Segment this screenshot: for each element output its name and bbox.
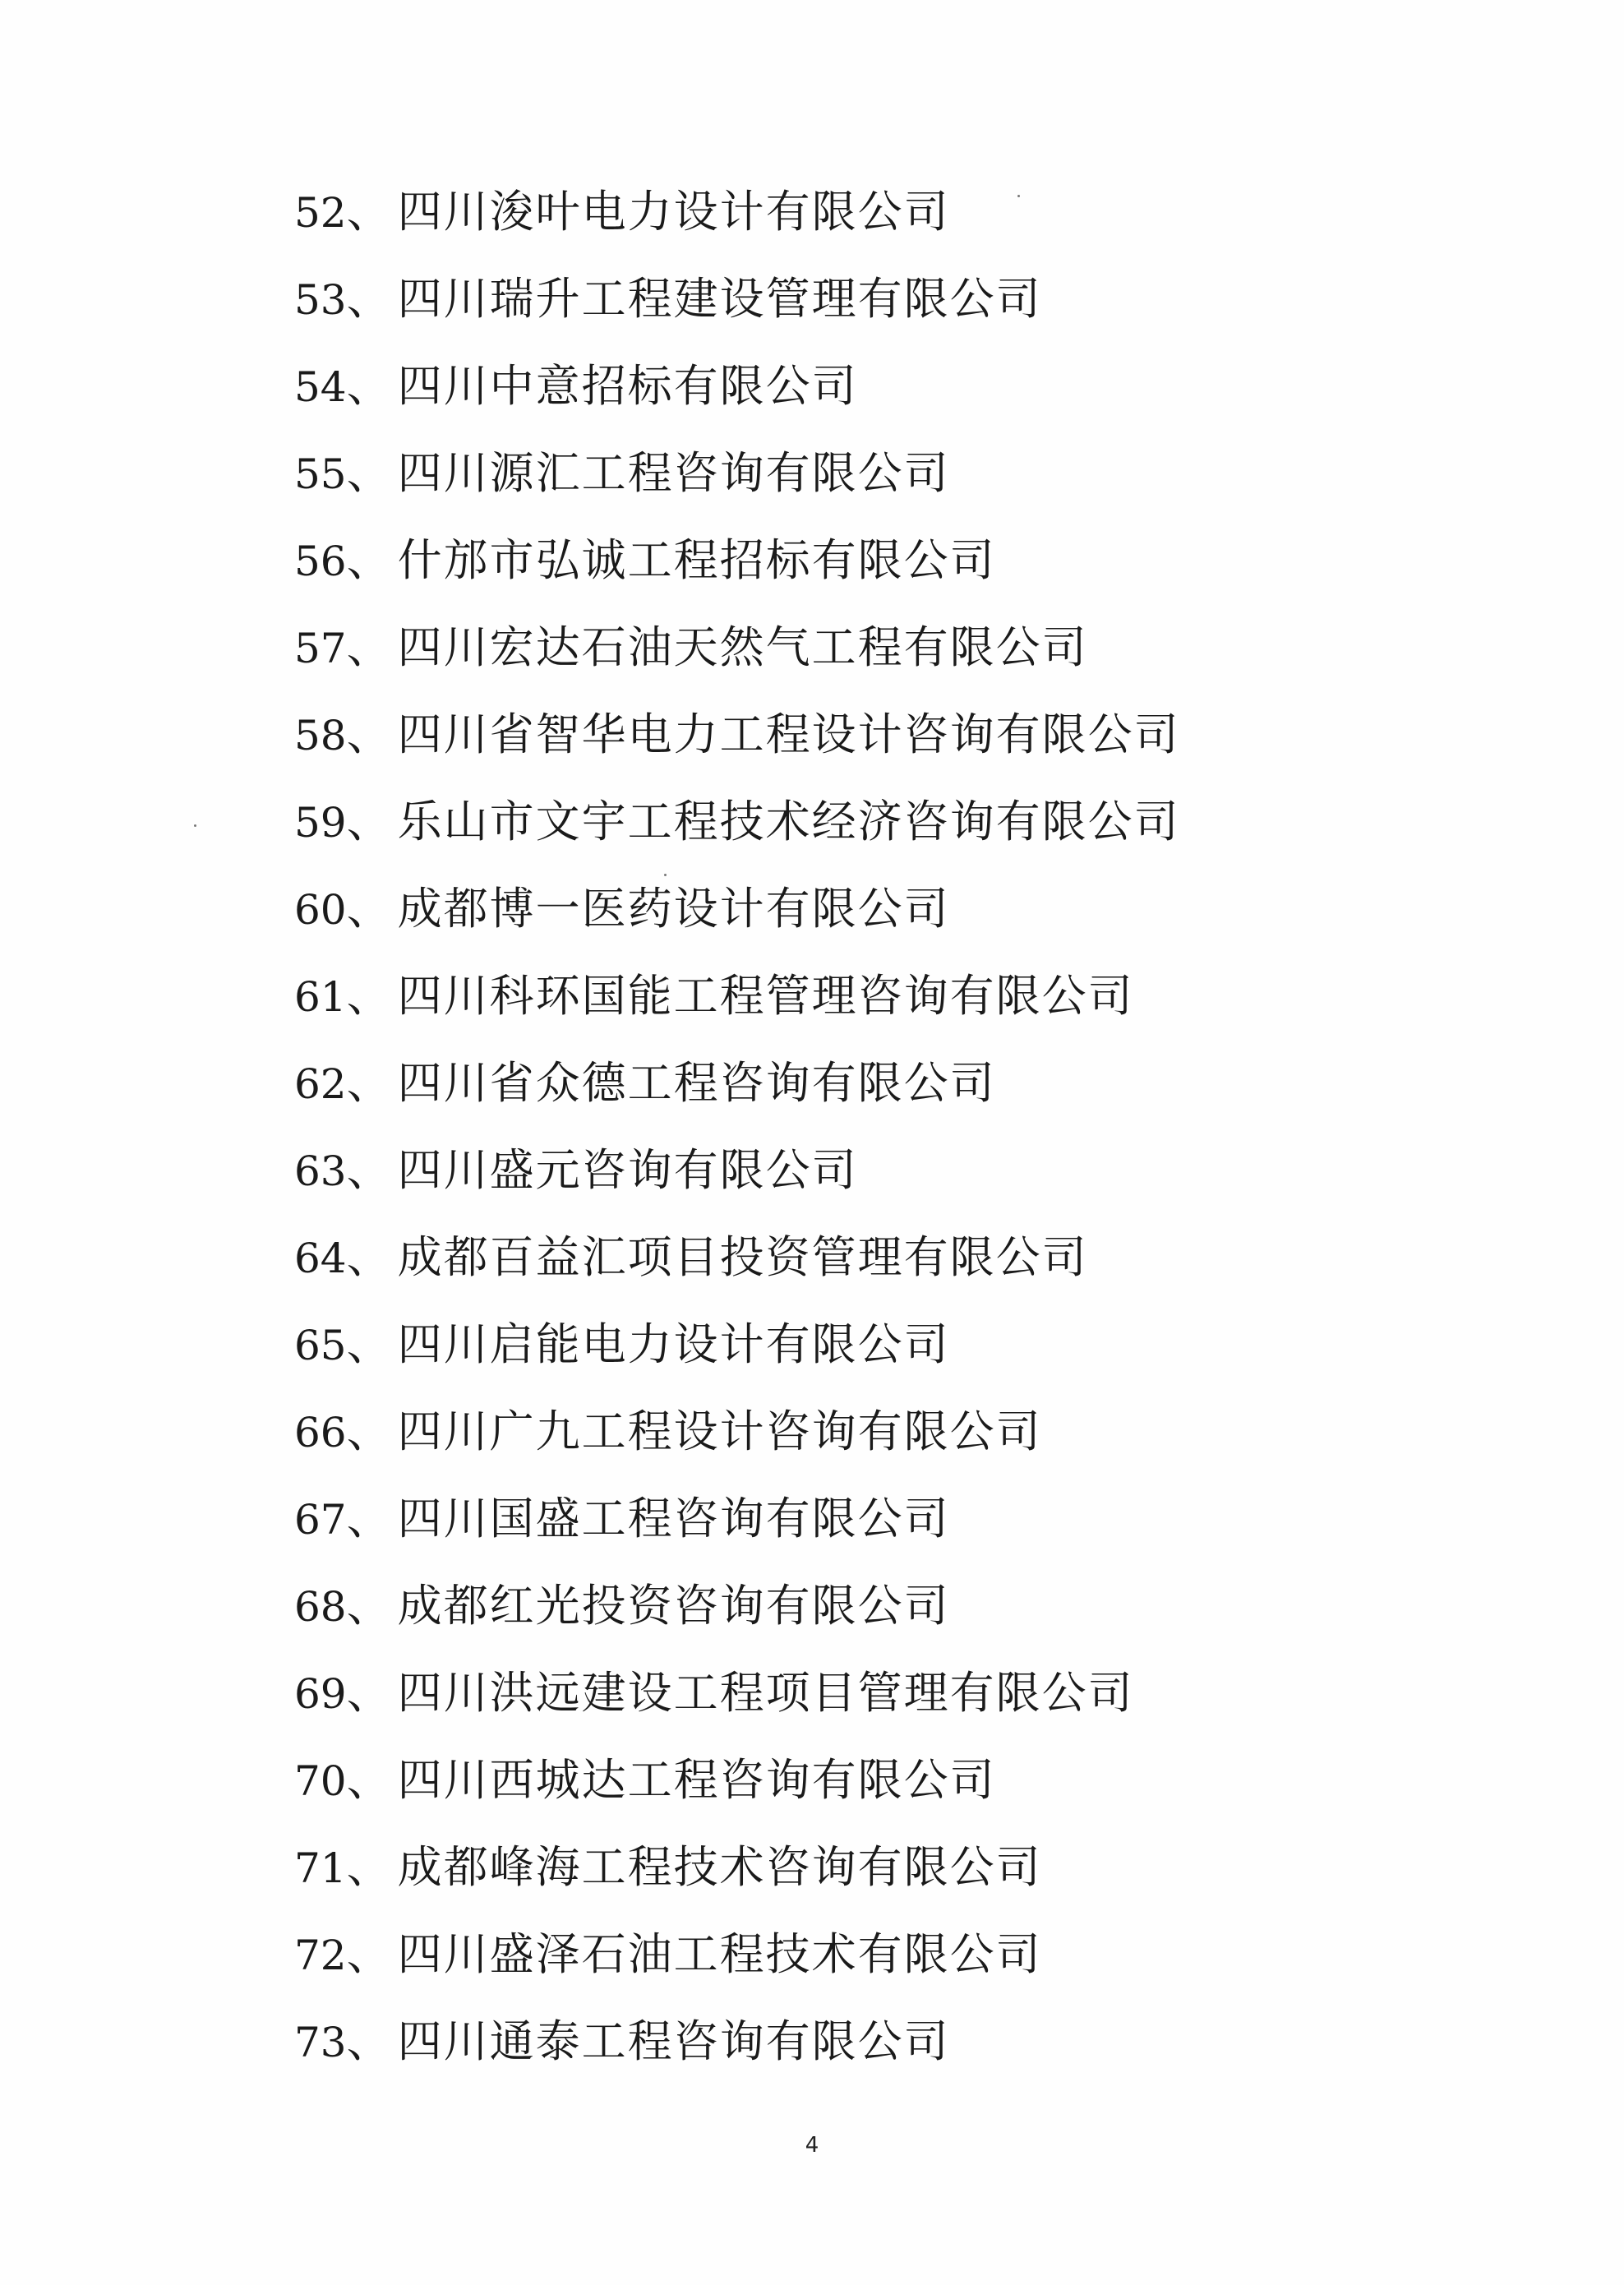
list-item xyxy=(294,1475,1363,1563)
item-number: 52 xyxy=(294,189,347,237)
item-number: 69 xyxy=(294,1670,347,1718)
list-item xyxy=(294,430,1363,517)
item-separator: 、 xyxy=(346,1318,393,1370)
company-name: 四川启能电力设计有限公司 xyxy=(397,1318,950,1370)
list-item xyxy=(294,256,1363,343)
item-separator: 、 xyxy=(346,1580,393,1632)
item-number: 70 xyxy=(294,1757,347,1805)
item-separator: 、 xyxy=(346,1057,393,1109)
company-name: 四川盛元咨询有限公司 xyxy=(397,1144,858,1196)
company-name: 四川省智华电力工程设计咨询有限公司 xyxy=(397,709,1180,760)
company-name: 乐山市文宇工程技术经济咨询有限公司 xyxy=(397,796,1180,847)
company-name: 成都百益汇项目投资管理有限公司 xyxy=(397,1231,1088,1283)
company-list xyxy=(294,168,1363,2085)
item-separator: 、 xyxy=(346,970,393,1022)
item-number: 57 xyxy=(294,625,347,672)
item-separator: 、 xyxy=(346,186,393,238)
item-separator: 、 xyxy=(346,1406,393,1457)
company-name: 四川通泰工程咨询有限公司 xyxy=(397,2015,950,2067)
list-item xyxy=(294,1737,1363,1824)
item-separator: 、 xyxy=(346,796,393,847)
company-name: 四川洪远建设工程项目管理有限公司 xyxy=(397,1667,1134,1719)
item-separator: 、 xyxy=(346,1841,393,1893)
item-number: 58 xyxy=(294,712,347,759)
item-number: 63 xyxy=(294,1147,347,1195)
company-name: 什邡市弘诚工程招标有限公司 xyxy=(397,534,996,586)
company-name: 四川省众德工程咨询有限公司 xyxy=(397,1057,996,1109)
item-number: 67 xyxy=(294,1496,347,1544)
item-number: 60 xyxy=(294,886,347,934)
item-separator: 、 xyxy=(346,2015,393,2067)
item-separator: 、 xyxy=(346,621,393,673)
company-name: 四川瑞升工程建设管理有限公司 xyxy=(397,273,1042,325)
item-number: 64 xyxy=(294,1235,347,1282)
company-name: 四川源汇工程咨询有限公司 xyxy=(397,447,950,499)
item-separator: 、 xyxy=(346,1928,393,1980)
company-name: 四川西城达工程咨询有限公司 xyxy=(397,1754,996,1806)
item-separator: 、 xyxy=(346,883,393,935)
company-name: 四川盛泽石油工程技术有限公司 xyxy=(397,1928,1042,1980)
company-name: 成都博一医药设计有限公司 xyxy=(397,883,950,935)
item-number: 56 xyxy=(294,538,347,585)
item-separator: 、 xyxy=(346,1144,393,1196)
company-name: 四川科环国能工程管理咨询有限公司 xyxy=(397,970,1134,1022)
item-separator: 、 xyxy=(346,273,393,325)
list-item xyxy=(294,866,1363,953)
item-separator: 、 xyxy=(346,1231,393,1283)
item-number: 73 xyxy=(294,2019,347,2066)
item-number: 55 xyxy=(294,450,347,498)
list-item xyxy=(294,604,1363,691)
item-separator: 、 xyxy=(346,360,393,412)
list-item xyxy=(294,1214,1363,1301)
list-item xyxy=(294,691,1363,778)
company-name: 四川浚叶电力设计有限公司 xyxy=(397,186,950,238)
item-separator: 、 xyxy=(346,709,393,760)
company-name: 四川中意招标有限公司 xyxy=(397,360,858,412)
item-number: 72 xyxy=(294,1932,347,1979)
list-item xyxy=(294,1650,1363,1737)
list-item xyxy=(294,953,1363,1040)
item-number: 54 xyxy=(294,363,347,411)
company-name: 四川宏达石油天然气工程有限公司 xyxy=(397,621,1088,673)
list-item xyxy=(294,517,1363,604)
item-number: 59 xyxy=(294,799,347,847)
list-item xyxy=(294,778,1363,866)
list-item xyxy=(294,1127,1363,1214)
item-separator: 、 xyxy=(346,534,393,586)
item-separator: 、 xyxy=(346,1667,393,1719)
list-item xyxy=(294,1388,1363,1475)
company-name: 成都峰海工程技术咨询有限公司 xyxy=(397,1841,1042,1893)
list-item xyxy=(294,1998,1363,2085)
company-name: 四川国盛工程咨询有限公司 xyxy=(397,1493,950,1544)
item-number: 66 xyxy=(294,1409,347,1456)
item-separator: 、 xyxy=(346,1754,393,1806)
list-item xyxy=(294,1563,1363,1650)
item-number: 71 xyxy=(294,1844,347,1892)
item-number: 61 xyxy=(294,973,347,1021)
company-name: 四川广九工程设计咨询有限公司 xyxy=(397,1406,1042,1457)
list-item xyxy=(294,1911,1363,1998)
item-number: 62 xyxy=(294,1060,347,1108)
item-separator: 、 xyxy=(346,1493,393,1544)
item-number: 65 xyxy=(294,1322,347,1369)
item-number: 53 xyxy=(294,276,347,324)
item-separator: 、 xyxy=(346,447,393,499)
page-number: 4 xyxy=(805,2133,819,2158)
list-item xyxy=(294,343,1363,430)
company-name: 成都红光投资咨询有限公司 xyxy=(397,1580,950,1632)
scan-speck xyxy=(194,824,196,827)
item-number: 68 xyxy=(294,1583,347,1631)
scan-speck xyxy=(664,874,667,876)
scan-speck xyxy=(1017,195,1020,197)
list-item xyxy=(294,1040,1363,1127)
list-item xyxy=(294,1301,1363,1388)
list-item xyxy=(294,168,1363,256)
list-item xyxy=(294,1824,1363,1911)
